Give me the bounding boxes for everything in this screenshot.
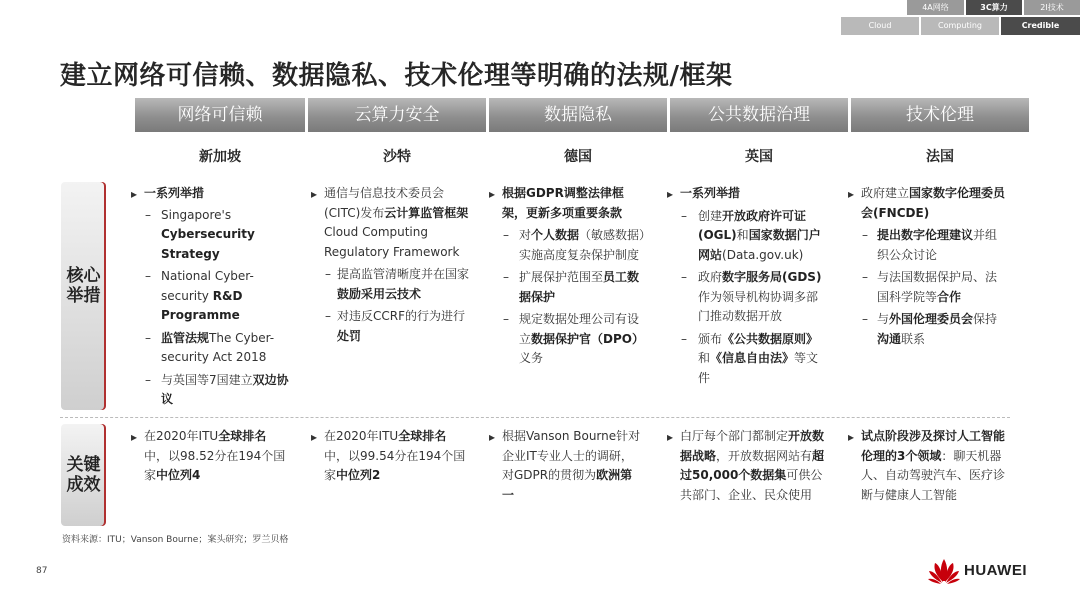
item-text: 联系 [901, 331, 926, 346]
head-text: 通信与信息技术委员会(CITC)发布 [324, 186, 445, 220]
country-uk: 英国 [745, 149, 773, 165]
side-label-results-line2: 成效 [66, 475, 101, 495]
item-text: 义务 [519, 351, 544, 365]
item-bold: 鼓励采用云技术 [337, 286, 422, 301]
result-bold: 试点阶段涉及探讨人工智能伦理的3个领域 [861, 429, 1006, 463]
side-label-results-line1: 关键 [66, 455, 101, 475]
arrow-icon: ▸ [489, 430, 496, 444]
result-bold: 欧洲第一 [502, 468, 633, 502]
item-text: 提高监管清晰度并在国家 [337, 267, 470, 281]
side-label-results [61, 424, 106, 526]
huawei-flower-icon [927, 558, 961, 584]
country-france: 法国 [926, 149, 954, 165]
category-public-data: 公共数据治理 [670, 98, 848, 132]
page-title: 建立网络可信赖、数据隐私、技术伦理等明确的法规/框架 [60, 61, 733, 91]
item-bold: 《信息自由法》 [710, 351, 795, 365]
item-text: 对 [519, 228, 532, 242]
result-text: 在2020年ITU [324, 429, 399, 443]
arrow-icon: ▸ [311, 430, 318, 444]
result-text: 白厅每个部门都制定 [680, 429, 789, 443]
item-text: 并组织公众讨论 [877, 228, 998, 262]
head-text: 政府建立 [861, 186, 910, 200]
page-number: 87 [36, 566, 48, 576]
head-bold: 国家数字伦理委员会(FNCDE) [861, 186, 1006, 220]
item-text: 对违反CCRF的行为进行 [337, 309, 465, 323]
core-germany: ▸ 根据GDPR调整法律框架，更新多项重要条款 – 对个人数据（敏感数据）实施高度复杂保护制度 – 扩展保护范围至员工数据保护 – 规定数据处理公司有设立数据保护官（DPO）义务 [489, 186, 646, 365]
arrow-icon: ▸ [131, 430, 138, 444]
country-saudi: 沙特 [383, 149, 411, 165]
item-bold: 开放政府许可证(OGL) [698, 208, 807, 242]
item-text: 与英国等7国建立 [161, 372, 253, 387]
result-text: 中，以99.54分在194个国家 [324, 448, 466, 482]
arrow-icon: ▸ [848, 187, 855, 201]
arrow-icon: ▸ [131, 187, 138, 201]
item-bold: 合作 [937, 289, 962, 304]
item-bold: 数字服务局(GDS) [722, 270, 822, 284]
tab-2i-tech[interactable]: 2I技术 [1024, 0, 1080, 15]
item-bold: 双边协议 [161, 372, 289, 406]
tab-4a-network[interactable]: 4A网络 [907, 0, 964, 15]
item-text: 和 [698, 351, 711, 365]
row-separator [60, 417, 1010, 418]
category-tech-ethics: 技术伦理 [851, 98, 1029, 132]
item-text: 政府 [698, 270, 723, 284]
core-head: 一系列举措 [144, 186, 205, 200]
huawei-logo-text: HUAWEI [964, 562, 1027, 579]
country-germany: 德国 [564, 149, 592, 165]
result-germany [489, 427, 641, 505]
result-bold: 中位列2 [336, 468, 381, 482]
item-text: （敏感数据）实施高度复杂保护制度 [519, 228, 646, 262]
item-bold: 外国伦理委员会 [889, 312, 974, 326]
result-uk [667, 427, 827, 505]
core-head: 一系列举措 [680, 186, 741, 200]
arrow-icon: ▸ [311, 187, 318, 201]
item-text: Singapore's [161, 207, 232, 222]
result-text: ：聊天机器人、自动驾驶汽车、医疗诊断与健康人工智能 [861, 448, 1006, 502]
item-text: The Cyber-security Act 2018 [161, 330, 275, 364]
tab-computing[interactable]: Computing [921, 17, 999, 35]
item-text: 创建 [698, 208, 723, 223]
item-bold: 员工数据保护 [519, 270, 640, 304]
huawei-logo [927, 558, 1047, 586]
tab-cloud[interactable]: Cloud [841, 17, 919, 35]
item-text: 扩展保护范围至 [519, 270, 604, 284]
result-text: ，开放数据网站有 [716, 448, 813, 463]
item-text: 与 [877, 312, 890, 326]
item-text: 与法国数据保护局、法国科学院等 [877, 270, 998, 304]
item-bold: 国家数据门户网站 [698, 228, 821, 262]
core-singapore: ▸ 一系列举措 – Singapore's Cybersecurity Strategy – National Cyber-security R&D Programme – 监管法规The Cyber-security Act 2018 – 与英国等7国建立双边协议 [131, 186, 289, 406]
result-bold: 中位列4 [156, 468, 201, 482]
side-label-core-line1: 核心 [66, 266, 101, 286]
source-note: 资料来源：ITU；Vanson Bourne；案头研究；罗兰贝格 [62, 535, 289, 545]
result-bold: 开放数据战略 [680, 429, 825, 463]
result-singapore [131, 427, 287, 486]
item-text: 规定数据处理公司有设立 [519, 312, 640, 346]
result-bold: 超过50,000个数据集 [680, 448, 825, 482]
item-bold: 《公共数据原则》 [722, 331, 819, 346]
item-text: 保持 [973, 312, 998, 326]
result-bold: 全球排名 [218, 429, 267, 443]
core-saudi: ▸ 通信与信息技术委员会(CITC)发布云计算监管框架 Cloud Computing Regulatory Framework – 提高监管清晰度并在国家鼓励采用云技术 – 对违反CCRF的行为进行处罚 [311, 186, 470, 343]
result-saudi [311, 427, 467, 486]
result-text: 可供公共部门、企业、民众使用 [680, 468, 823, 502]
core-head: 根据GDPR调整法律框架，更新多项重要条款 [502, 186, 624, 220]
category-cloud-security: 云算力安全 [308, 98, 486, 132]
side-label-core-line2: 举措 [66, 286, 101, 306]
arrow-icon: ▸ [848, 430, 855, 444]
arrow-icon: ▸ [667, 187, 674, 201]
tab-3c-computing[interactable]: 3C算力 [966, 0, 1022, 15]
result-text: 在2020年ITU [144, 429, 219, 443]
item-text: 作为领导机构协调多部门推动数据开放 [698, 289, 819, 323]
item-bold: 沟通 [877, 331, 902, 346]
head-bold: 云计算监管框架 [384, 205, 469, 220]
item-bold: 处罚 [337, 328, 362, 343]
country-singapore: 新加坡 [199, 149, 241, 165]
result-text: 中，以98.52分在194个国家 [144, 448, 286, 482]
core-uk: ▸ 一系列举措 – 创建开放政府许可证(OGL)和国家数据门户网站(Data.gov.uk) – 政府数字服务局(GDS)作为领导机构协调多部门推动数据开放 – 颁布《公共数据原则》和《信息自由法》等文件 [667, 186, 822, 385]
item-text: 和 [736, 228, 749, 242]
item-bold: 个人数据 [531, 228, 580, 242]
item-bold: 监管法规 [161, 330, 210, 345]
category-network-trust: 网络可信赖 [135, 98, 305, 132]
item-text: 颁布 [698, 331, 723, 346]
item-text: National Cyber-security [161, 269, 254, 303]
arrow-icon: ▸ [489, 187, 496, 201]
result-france [848, 427, 1006, 505]
result-bold: 全球排名 [398, 429, 447, 443]
side-label-core [61, 182, 106, 410]
arrow-icon: ▸ [667, 430, 674, 444]
item-bold: 提出数字伦理建议 [877, 228, 974, 242]
item-bold: R&D Programme [161, 288, 243, 322]
item-text: 等文件 [698, 351, 819, 385]
tab-credible[interactable]: Credible [1001, 17, 1080, 35]
item-bold: 数据保护官（DPO） [531, 331, 644, 346]
result-text: 根据Vanson Bourne针对企业IT专业人士的调研，对GDPR的贯彻为 [502, 429, 641, 482]
head-text: Cloud Computing Regulatory Framework [324, 225, 460, 259]
core-france: ▸ 政府建立国家数字伦理委员会(FNCDE) – 提出数字伦理建议并组织公众讨论 – 与法国数据保护局、法国科学院等合作 – 与外国伦理委员会保持沟通联系 [848, 186, 1006, 346]
item-text: (Data.gov.uk) [722, 247, 804, 262]
item-bold: Cybersecurity Strategy [161, 227, 255, 261]
category-data-privacy: 数据隐私 [489, 98, 667, 132]
